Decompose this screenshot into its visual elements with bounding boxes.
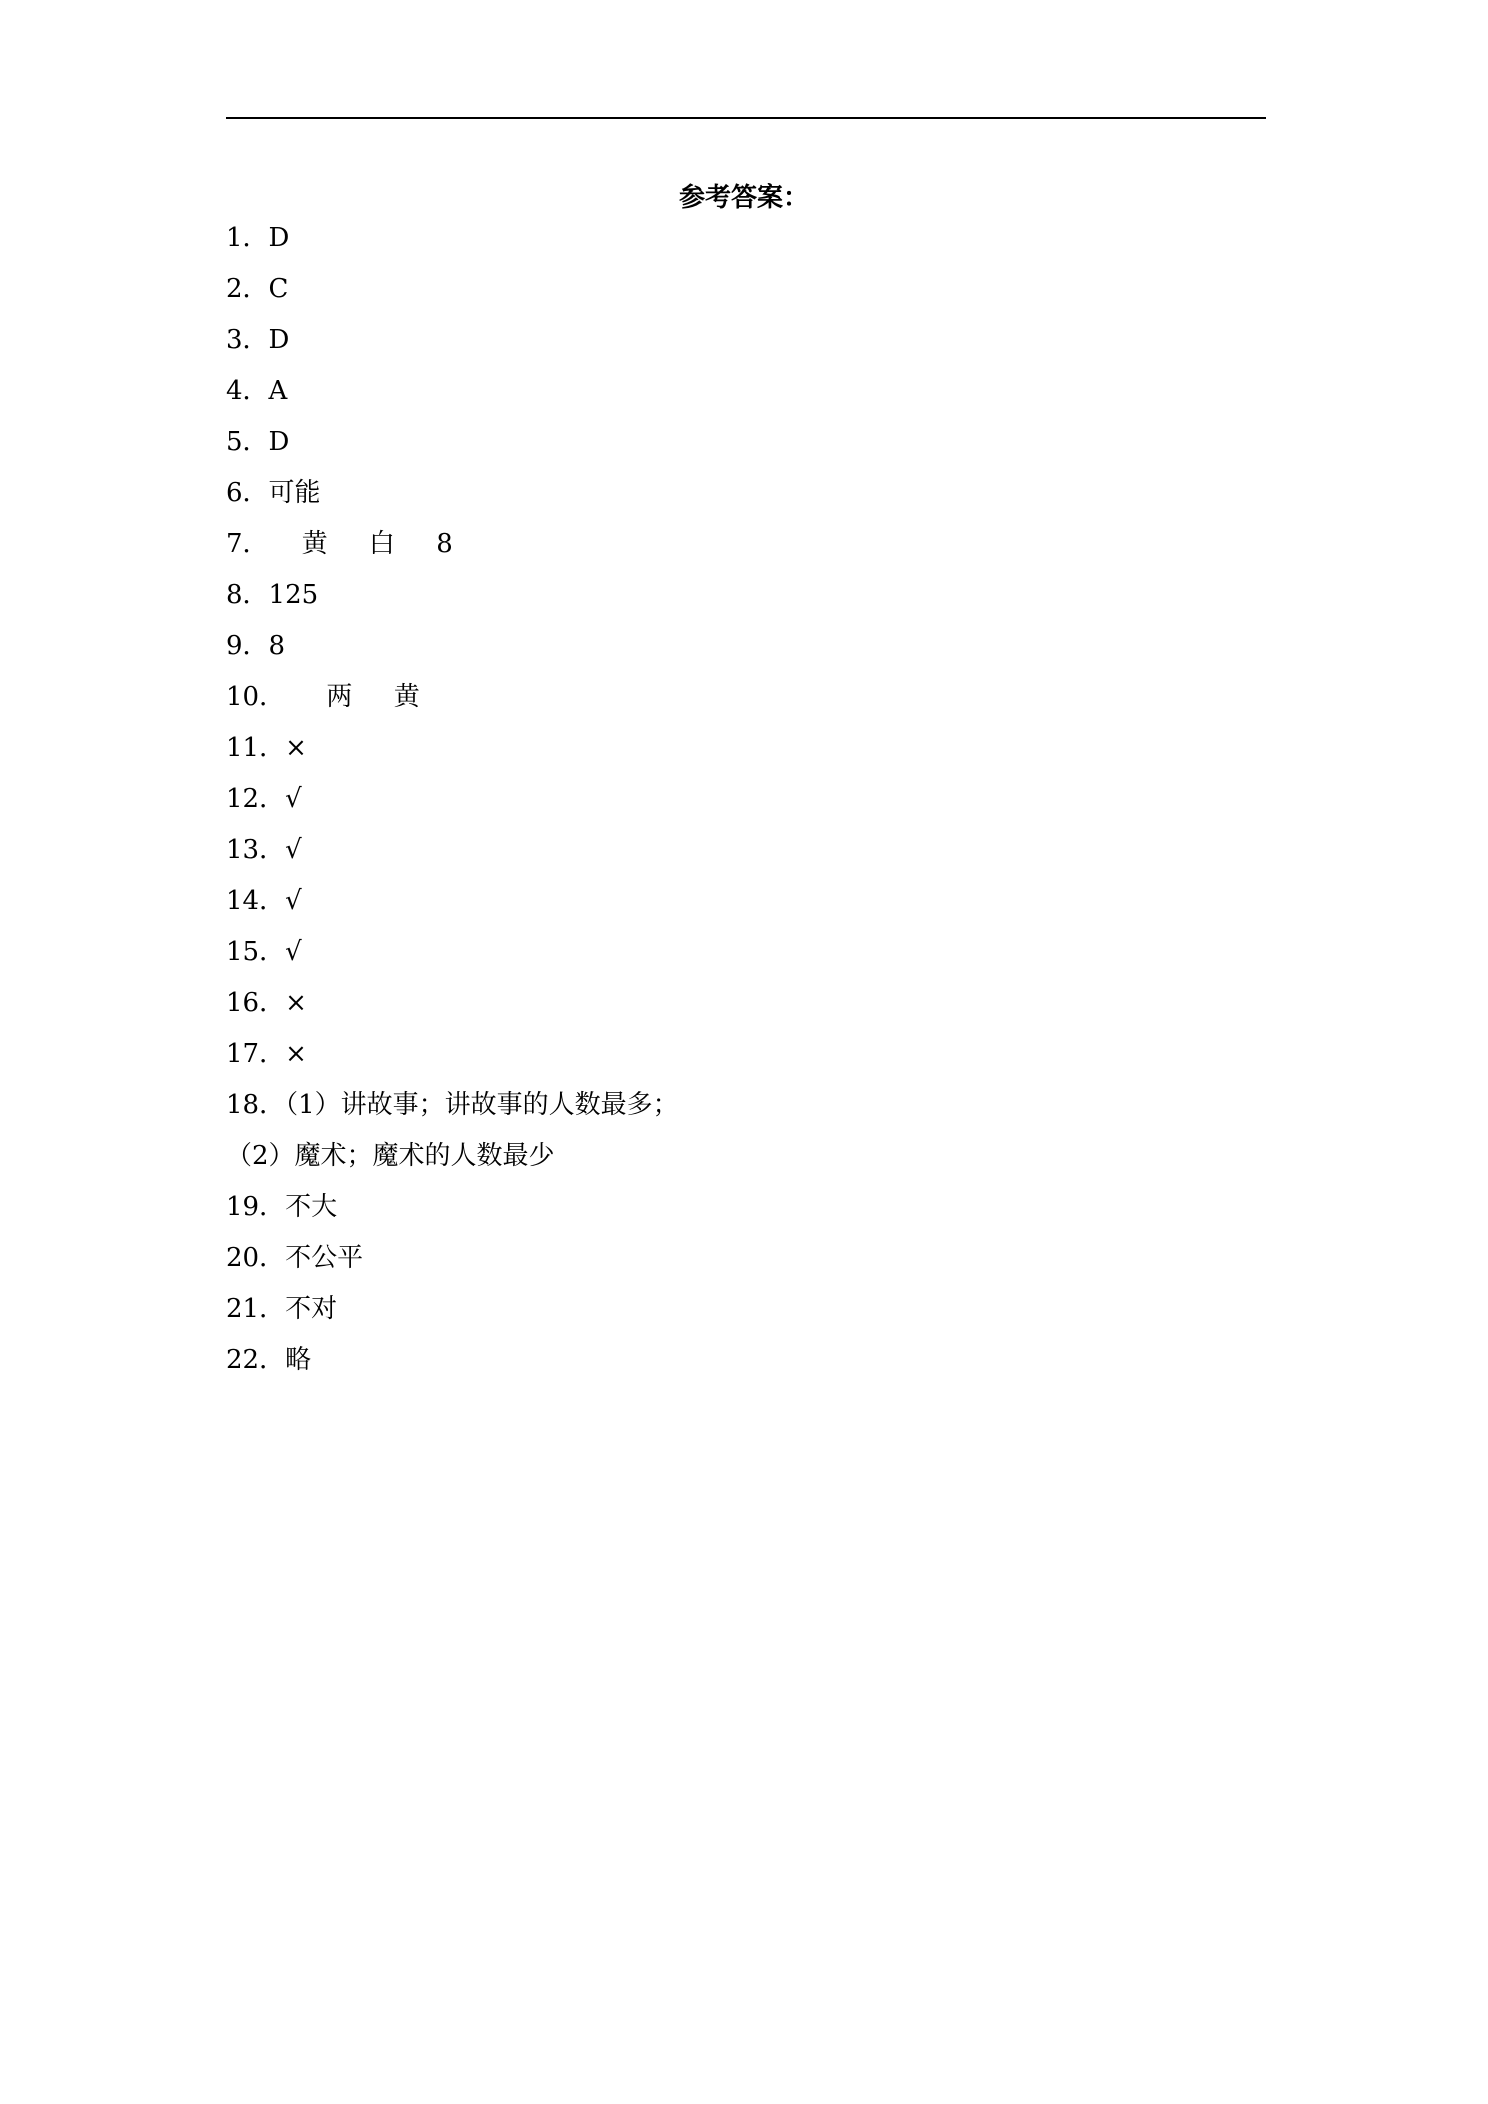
answer-line-13: 13．√ [226, 835, 302, 865]
answer-line-10: 10． 两 黄 [226, 682, 420, 712]
answer-line-5: 5．D [226, 427, 290, 457]
page-title: 参考答案： [678, 183, 809, 213]
answer-line-17: 17．× [226, 1039, 307, 1069]
answer-line-4: 4．A [226, 376, 288, 406]
answer-line-1: 1．D [226, 223, 290, 253]
answer-line-18-part-2: （2）魔术；魔术的人数最少 [226, 1141, 555, 1171]
answer-line-22: 22．略 [226, 1345, 312, 1375]
answer-line-14: 14．√ [226, 886, 302, 916]
answer-line-18: 18．（1）讲故事；讲故事的人数最多； [226, 1090, 679, 1120]
answer-line-15: 15．√ [226, 937, 302, 967]
header-rule [226, 117, 1266, 119]
answer-line-16: 16．× [226, 988, 307, 1018]
answer-list [226, 213, 1266, 1386]
answer-line-9: 9．8 [226, 631, 286, 661]
answer-line-6: 6．可能 [226, 478, 321, 508]
answer-line-8: 8．125 [226, 580, 319, 610]
answer-line-7: 7． 黄 白 8 [226, 529, 453, 559]
answer-line-19: 19．不大 [226, 1192, 338, 1222]
answer-line-3: 3．D [226, 325, 290, 355]
answer-line-21: 21．不对 [226, 1294, 338, 1324]
answer-line-11: 11．× [226, 733, 307, 763]
answer-line-12: 12．√ [226, 784, 302, 814]
answer-line-20: 20．不公平 [226, 1243, 364, 1273]
answer-line-2: 2．C [226, 274, 289, 304]
